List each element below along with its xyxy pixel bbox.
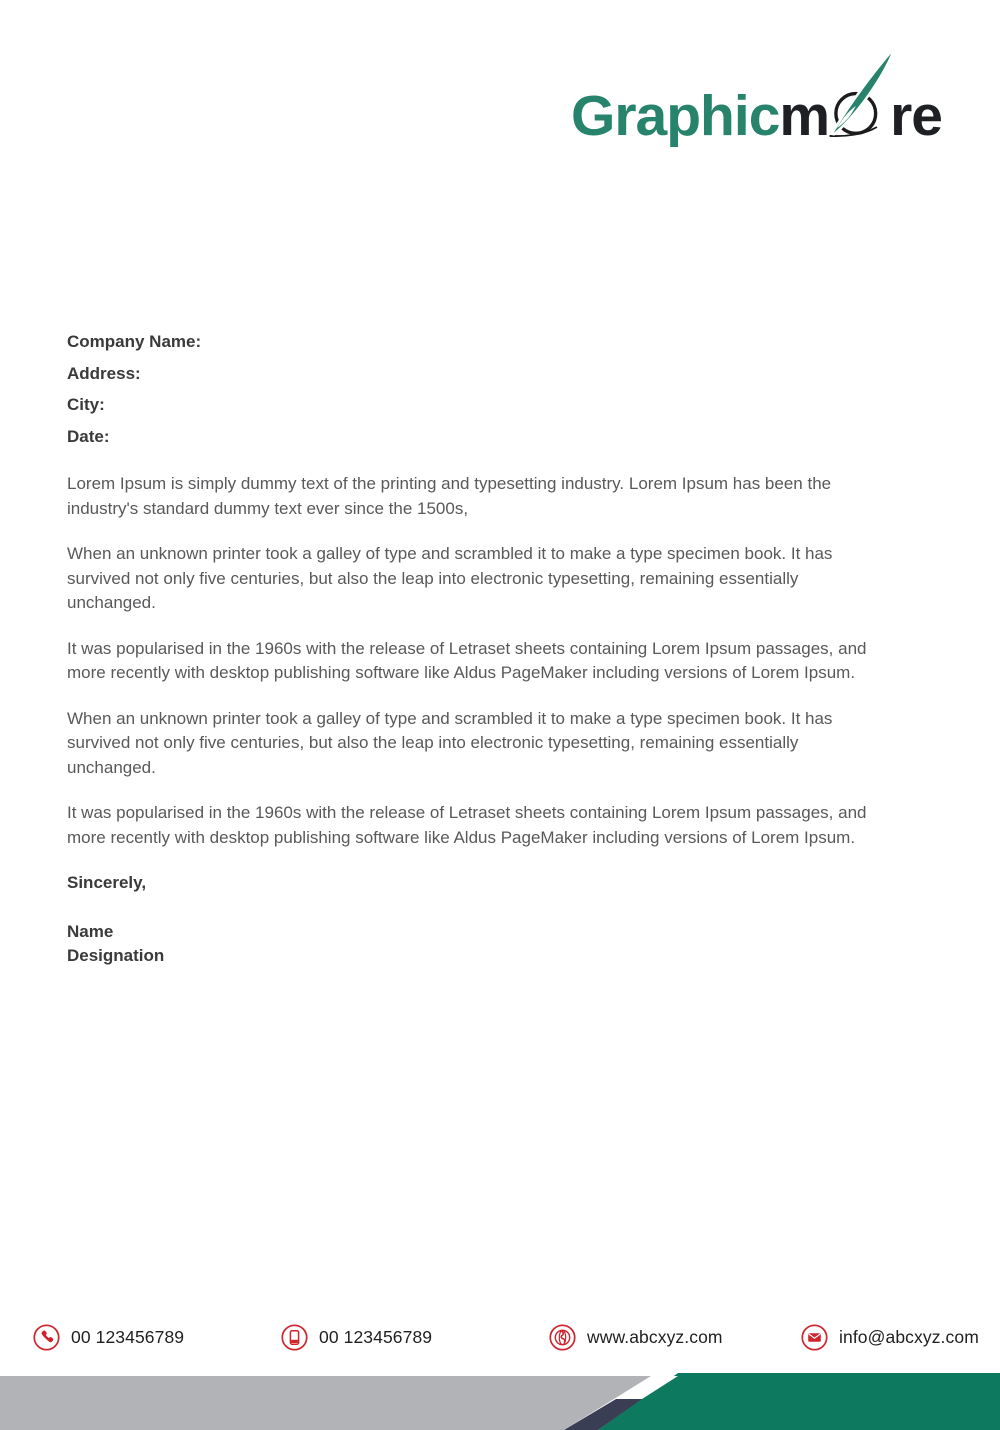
recipient-fields — [67, 326, 887, 452]
bottom-decorative-band — [0, 1373, 1000, 1430]
contact-email — [801, 1324, 979, 1351]
email-icon — [801, 1324, 828, 1351]
mobile-icon — [281, 1324, 308, 1351]
signature-name: Name — [67, 921, 114, 941]
company-logo — [571, 44, 942, 148]
contact-mobile-text: 00 123456789 — [319, 1327, 433, 1347]
paintbrush-circle-icon — [827, 44, 893, 144]
field-city: City: — [67, 395, 105, 414]
globe-icon — [549, 1324, 576, 1351]
paragraph-4: When an unknown printer took a galley of type and scrambled it to make a type specimen book. It has survived not only five centuries, but also the leap into electronic typesetting, remaining essentially unchanged. — [67, 708, 833, 777]
field-address: Address: — [67, 363, 141, 383]
contact-phone — [33, 1324, 184, 1351]
paragraph-2: When an unknown printer took a galley of type and scrambled it to make a type specimen book. It has survived not only five centuries, but also the leap into electronic typesetting, remaining essentially unchanged. — [67, 544, 833, 612]
contact-website — [549, 1324, 723, 1351]
signature-designation: Designation — [67, 945, 165, 965]
paragraph-1: Lorem Ipsum is simply dummy text of the printing and typesetting industry. Lorem Ipsum has been the industry's standard dummy text ever since the 1500s, — [67, 474, 832, 518]
logo-text-dark-re: re — [890, 84, 942, 148]
bottom-band-shapes — [0, 1373, 1000, 1430]
footer-contact-row — [0, 1324, 1000, 1356]
letter-body — [67, 326, 887, 968]
contact-website-text: www.abcxyz.com — [587, 1327, 723, 1347]
contact-phone-text: 00 123456789 — [71, 1327, 185, 1347]
phone-icon — [33, 1324, 60, 1351]
field-date: Date: — [67, 426, 110, 446]
logo-text-accent: Graphic — [571, 84, 780, 148]
field-company-name: Company Name: — [67, 332, 202, 351]
contact-mobile — [281, 1324, 432, 1351]
closing-salutation: Sincerely, — [67, 873, 147, 892]
contact-email-text: info@abcxyz.com — [839, 1327, 979, 1347]
paragraph-5: It was popularised in the 1960s with the release of Letraset sheets containing Lorem Ipsum passages, and more recently with desktop publishing software like Aldus PageMaker including versions of Lorem Ipsum. — [67, 803, 867, 847]
logo-text-dark-m: m — [779, 84, 830, 148]
paragraph-3: It was popularised in the 1960s with the release of Letraset sheets containing Lorem Ipsum passages, and more recently with desktop publishing software like Aldus PageMaker including versions of Lorem Ipsum. — [67, 638, 867, 682]
